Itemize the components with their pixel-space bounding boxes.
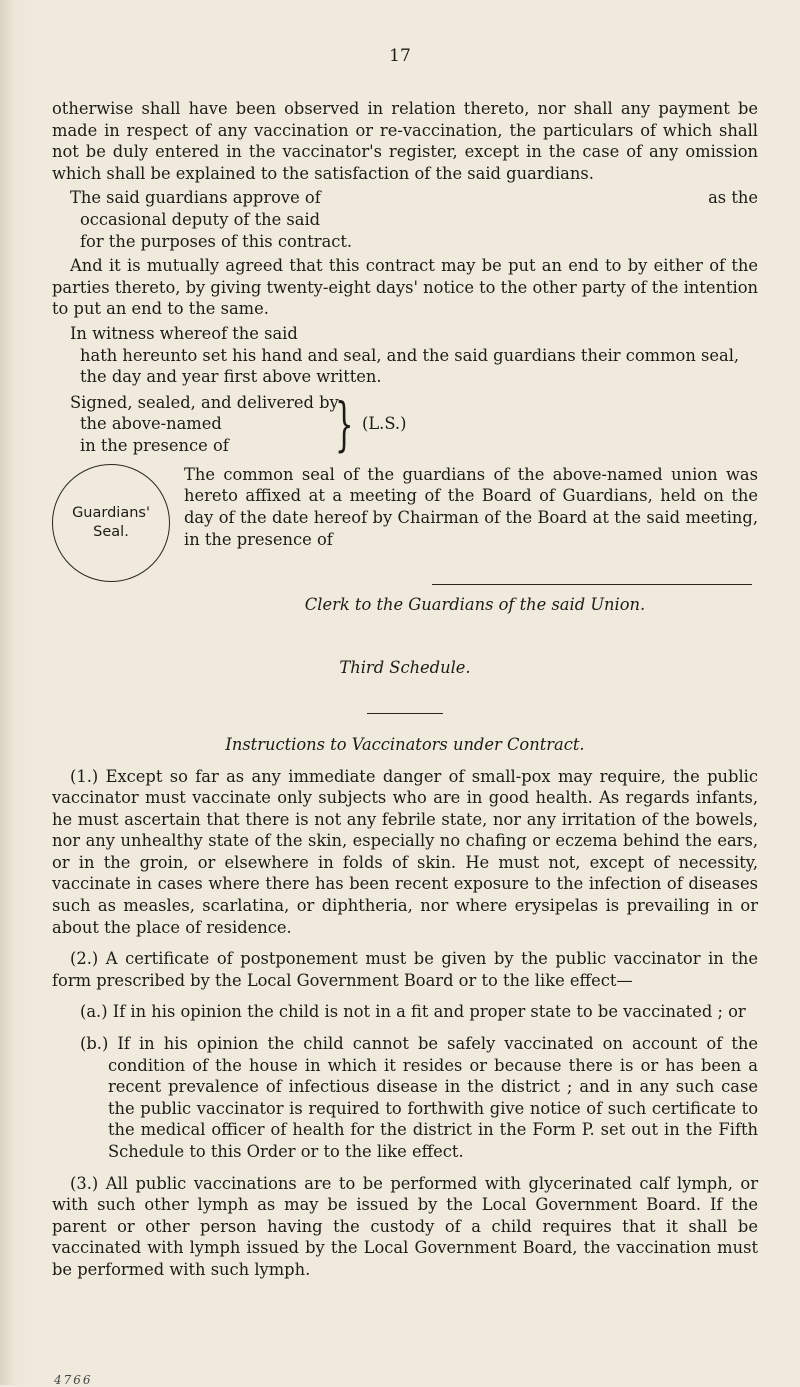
witness-clause	[52, 323, 758, 388]
approve-line-3: for the purposes of this contract.	[80, 231, 353, 251]
document-body	[52, 98, 758, 1281]
instruction-2b: (b.) If in his opinion the child cannot be safely vaccinated on account of the condition of the house in which it resides or because there is or has been a recent prevalence of infectious disease in the district ; and in any such case the public vaccinator is required to forthwith give notice of such certificate to the medical officer of health for the district in the Form P. set out in the Fifth Schedule to this Order or to the like effect.	[80, 1034, 758, 1161]
signature-line	[432, 584, 752, 585]
signed-line-3: in the presence of	[80, 435, 229, 455]
approve-line-1: The said guardians approve of	[70, 188, 321, 208]
locus-sigilli: (L.S.)	[362, 413, 407, 433]
page-number: 17	[389, 46, 411, 66]
seal-line-1: Guardians'	[72, 504, 150, 521]
instruction-3: (3.) All public vaccinations are to be performed with glycerinated calf lymph, or with such other lymph as may be issued by the Local Government Board. If the parent or other person having the custody of a child requires that it shall be vaccinated with lymph issued by the Local Government Board, the vaccination must be performed with such lymph.	[52, 1173, 758, 1279]
signed-line-2: the above-named	[80, 414, 222, 434]
approve-line-2: occasional deputy of the said	[80, 209, 321, 229]
approve-line-1-right: as the	[708, 188, 758, 208]
instruction-2a: (a.) If in his opinion the child is not in a fit and proper state to be vaccinated ; or	[80, 1002, 746, 1022]
witness-line-2: hath hereunto set his hand and seal, and the said guardians their common seal, the day and year first above written.	[80, 345, 740, 387]
instruction-1: (1.) Except so far as any immediate danger of small-pox may require, the public vaccinator must vaccinate only subjects who are in good health. As regards infants, he must ascertain that there is not any febrile state, nor any irritation of the bowels, nor any unhealthy state of the skin, especially no chafing or eczema behind the ears, or in the groin, or elsewhere in folds of skin. He must not, except of necessity, vaccinate in cases where there has been recent exposure to the infection of diseases such as measles, scarlatina, or diphtheria, nor where erysipelas is prevailing in or about the place of residence.	[52, 766, 758, 937]
clerk-caption: Clerk to the Guardians of the said Union.	[304, 594, 646, 614]
paragraph-agreed: And it is mutually agreed that this contract may be put an end to by either of the parties thereto, by giving twenty-eight days' notice to the other party of the intention to put an end to the same.	[52, 256, 758, 319]
approve-clause	[52, 187, 758, 252]
guardians-seal	[52, 464, 170, 582]
signature-mark: 4766	[54, 1373, 93, 1387]
signature-block	[52, 389, 758, 460]
seal-line-2: Seal.	[93, 523, 129, 540]
seal-text: The common seal of the guardians of the above-named union was hereto affixed at a meeting of the Board of Guardians, held on the day of the date hereof by Chairman of the Board at the said meeting, in the presence of	[184, 464, 758, 549]
divider	[367, 713, 443, 714]
instruction-2: (2.) A certificate of postponement must be given by the public vaccinator in the form prescribed by the Local Government Board or to the like effect—	[52, 949, 758, 990]
witness-line-1: In witness whereof the said	[70, 323, 298, 343]
paragraph-otherwise: otherwise shall have been observed in relation thereto, nor shall any payment be made in respect of any vaccination or re-vaccination, the particulars of which shall not be duly entered in the vaccinator's register, except in the case of any omission which shall be explained to the satisfaction of the said guardians.	[52, 99, 758, 183]
seal-block	[52, 464, 758, 574]
right-brace-icon: }	[335, 389, 354, 458]
signed-line-1: Signed, sealed, and delivered by	[70, 392, 339, 412]
schedule-heading: Third Schedule.	[339, 658, 471, 678]
instructions-heading: Instructions to Vaccinators under Contract.	[225, 734, 585, 754]
